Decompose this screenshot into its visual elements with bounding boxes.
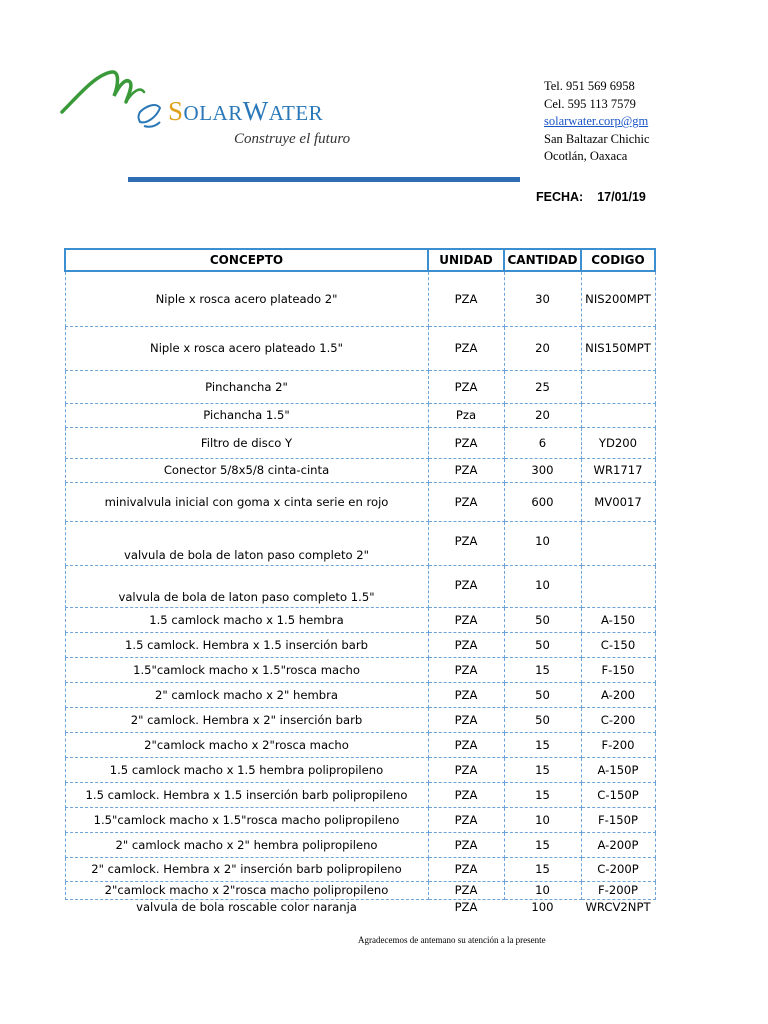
cell-cantidad: 25 <box>504 370 581 403</box>
table-row <box>65 757 655 782</box>
cell-codigo: C-150P <box>581 782 655 807</box>
table-row <box>65 732 655 757</box>
cell-concepto: 1.5 camlock. Hembra x 1.5 inserción barb <box>65 632 428 657</box>
cell-unidad: PZA <box>428 757 504 782</box>
table-row <box>65 521 655 565</box>
table-row <box>65 807 655 832</box>
cell-unidad: PZA <box>428 326 504 370</box>
table-header-row <box>65 249 655 271</box>
cell-concepto: minivalvula inicial con goma x cinta serie en rojo <box>65 482 428 521</box>
cell-cantidad: 15 <box>504 782 581 807</box>
cell-unidad: PZA <box>428 857 504 881</box>
cell-concepto: 2" camlock. Hembra x 2" inserción barb <box>65 707 428 732</box>
cell-concepto: 1.5"camlock macho x 1.5"rosca macho polipropileno <box>65 807 428 832</box>
cell-codigo: A-150 <box>581 607 655 632</box>
table-row <box>65 482 655 521</box>
cell-codigo <box>581 403 655 427</box>
table-row <box>65 565 655 607</box>
cell-codigo: NIS150MPT <box>581 326 655 370</box>
cell-codigo: C-200 <box>581 707 655 732</box>
cell-unidad: PZA <box>428 682 504 707</box>
table-row <box>65 403 655 427</box>
cell-codigo: C-200P <box>581 857 655 881</box>
header-codigo: CODIGO <box>581 249 655 271</box>
cell-cantidad: 30 <box>504 271 581 326</box>
cell-codigo: F-200 <box>581 732 655 757</box>
cell-concepto: Niple x rosca acero plateado 1.5" <box>65 326 428 370</box>
cell-codigo: F-150 <box>581 657 655 682</box>
date-line <box>536 190 646 204</box>
header-concepto: CONCEPTO <box>65 249 428 271</box>
cell-unidad: PZA <box>454 899 478 914</box>
cell-codigo <box>581 565 655 607</box>
cell-concepto: Niple x rosca acero plateado 2" <box>65 271 428 326</box>
cell-cantidad: 20 <box>504 326 581 370</box>
cell-unidad: PZA <box>428 607 504 632</box>
table-row <box>65 657 655 682</box>
header-divider <box>128 177 520 182</box>
cell-codigo <box>581 521 655 565</box>
table-row <box>65 458 655 482</box>
cell-concepto: 1.5 camlock macho x 1.5 hembra <box>65 607 428 632</box>
table-row <box>65 607 655 632</box>
cell-codigo: A-200 <box>581 682 655 707</box>
cell-concepto: 2"camlock macho x 2"rosca macho polipropileno <box>65 881 428 899</box>
cell-cantidad: 600 <box>504 482 581 521</box>
header-unidad: UNIDAD <box>428 249 504 271</box>
cell-codigo: YD200 <box>581 427 655 458</box>
cell-unidad: PZA <box>428 832 504 857</box>
cell-cantidad: 100 <box>531 899 554 914</box>
cell-cantidad: 20 <box>504 403 581 427</box>
cell-codigo: MV0017 <box>581 482 655 521</box>
table-row <box>65 682 655 707</box>
cell-codigo: A-200P <box>581 832 655 857</box>
cell-concepto: valvula de bola de laton paso completo 2" <box>65 521 428 565</box>
cell-concepto: valvula de bola roscable color naranja <box>136 899 357 914</box>
cell-concepto: Pinchancha 2" <box>65 370 428 403</box>
date-value: 17/01/19 <box>597 190 646 204</box>
cell-cantidad: 50 <box>504 632 581 657</box>
cell-cantidad: 15 <box>504 832 581 857</box>
table-row <box>65 326 655 370</box>
cell-concepto: 2" camlock macho x 2" hembra <box>65 682 428 707</box>
contact-tel: Tel. 951 569 6958 <box>544 79 635 93</box>
cell-concepto: Conector 5/8x5/8 cinta-cinta <box>65 458 428 482</box>
cell-cantidad: 10 <box>504 881 581 899</box>
cell-unidad: PZA <box>428 370 504 403</box>
table-row <box>65 832 655 857</box>
table-row <box>65 881 655 899</box>
contact-address-line2: Ocotlán, Oaxaca <box>544 149 628 164</box>
table-row <box>65 857 655 881</box>
brand-name: SOLARWATER <box>168 96 324 126</box>
cell-concepto: valvula de bola de laton paso completo 1.5" <box>65 565 428 607</box>
cell-cantidad: 15 <box>504 857 581 881</box>
cell-cantidad: 50 <box>504 707 581 732</box>
cell-codigo: A-150P <box>581 757 655 782</box>
cell-unidad: PZA <box>428 482 504 521</box>
cell-unidad: PZA <box>428 632 504 657</box>
contact-cel: Cel. 595 113 7579 <box>544 96 636 111</box>
table-row <box>65 899 655 919</box>
cell-unidad: PZA <box>428 565 504 607</box>
table-row <box>65 632 655 657</box>
cell-concepto: 1.5 camlock macho x 1.5 hembra polipropileno <box>65 757 428 782</box>
cell-concepto: 1.5"camlock macho x 1.5"rosca macho <box>65 657 428 682</box>
cell-concepto: Filtro de disco Y <box>65 427 428 458</box>
brand-tagline: Construye el futuro <box>234 131 351 147</box>
cell-unidad: Pza <box>428 403 504 427</box>
cell-cantidad: 15 <box>504 657 581 682</box>
cell-cantidad: 15 <box>504 732 581 757</box>
contact-email-link[interactable]: solarwater.corp@gm <box>544 114 649 129</box>
cell-codigo: WRCV2NPT <box>585 899 651 914</box>
cell-unidad: PZA <box>428 807 504 832</box>
cell-unidad: PZA <box>428 782 504 807</box>
table-row <box>65 707 655 732</box>
cell-cantidad: 10 <box>504 807 581 832</box>
cell-codigo: C-150 <box>581 632 655 657</box>
cell-unidad: PZA <box>428 707 504 732</box>
table-row <box>65 271 655 326</box>
cell-unidad: PZA <box>428 458 504 482</box>
contact-block <box>544 78 768 166</box>
cell-concepto: Pichancha 1.5" <box>65 403 428 427</box>
cell-unidad: PZA <box>428 521 504 565</box>
cell-codigo: F-200P <box>581 881 655 899</box>
cell-cantidad: 10 <box>504 565 581 607</box>
table-row <box>65 782 655 807</box>
cell-codigo: WR1717 <box>581 458 655 482</box>
cell-cantidad: 10 <box>504 521 581 565</box>
cell-unidad: PZA <box>428 732 504 757</box>
logo-swoosh-icon <box>60 66 170 138</box>
cell-unidad: PZA <box>428 881 504 899</box>
cell-concepto: 2" camlock macho x 2" hembra polipropileno <box>65 832 428 857</box>
cell-unidad: PZA <box>428 427 504 458</box>
cell-concepto: 2" camlock. Hembra x 2" inserción barb polipropileno <box>65 857 428 881</box>
cell-unidad: PZA <box>428 271 504 326</box>
cell-concepto: 1.5 camlock. Hembra x 1.5 inserción barb polipropileno <box>65 782 428 807</box>
header-cantidad: CANTIDAD <box>504 249 581 271</box>
cell-concepto: 2"camlock macho x 2"rosca macho <box>65 732 428 757</box>
closing-note: Agradecemos de antemano su atención a la presente <box>358 935 546 945</box>
cell-codigo <box>581 370 655 403</box>
cell-unidad: PZA <box>428 657 504 682</box>
cell-cantidad: 15 <box>504 757 581 782</box>
cell-codigo: F-150P <box>581 807 655 832</box>
cell-cantidad: 50 <box>504 607 581 632</box>
cell-cantidad: 6 <box>504 427 581 458</box>
table-row <box>65 427 655 458</box>
cell-cantidad: 300 <box>504 458 581 482</box>
cell-cantidad: 50 <box>504 682 581 707</box>
contact-address-line1: San Baltazar Chichic <box>544 131 650 146</box>
quote-table <box>64 248 656 919</box>
date-label: FECHA: <box>536 190 584 204</box>
table-row <box>65 370 655 403</box>
cell-codigo: NIS200MPT <box>581 271 655 326</box>
